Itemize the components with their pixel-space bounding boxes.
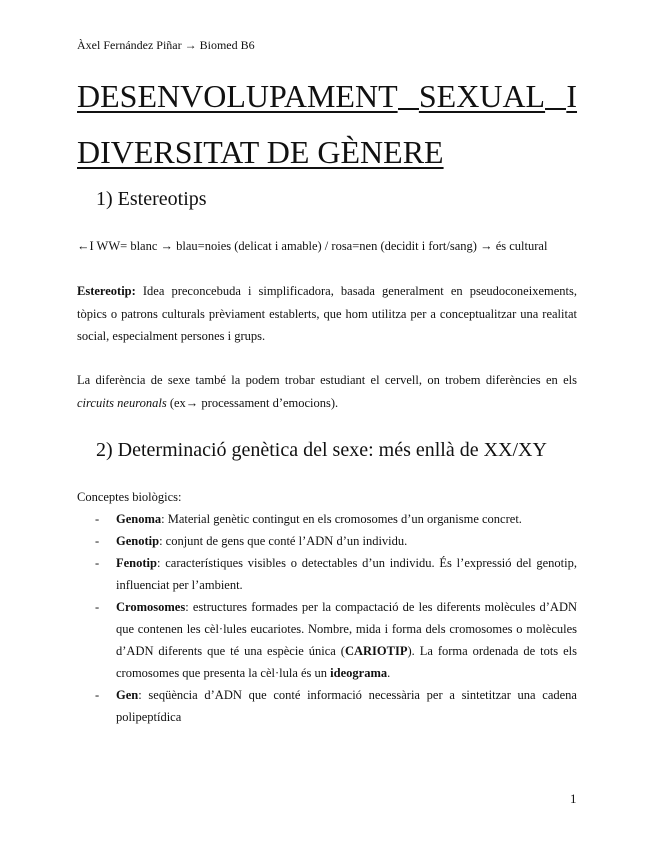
concept-text: : Material genètic contingut en els cromosomes d’un organisme concret. [161,512,522,526]
bullet-dash: - [95,556,100,570]
concept-term: Genotip [116,534,160,548]
concept-term: Gen [116,688,139,702]
list-item [77,684,577,728]
brain-text-end: (ex→ processament d’emocions). [166,395,339,410]
bullet-dash: - [95,534,100,548]
brain-text-italic: circuits neuronals [77,395,167,410]
list-item [77,530,577,552]
section-1-heading: 1) Estereotips [96,188,207,210]
section-2-heading: 2) Determinació genètica del sexe: més enllà de XX/XY [96,439,547,461]
title-underline-gap [398,108,419,110]
brain-text-start: La diferència de sexe també la podem trobar estudiant el cervell, on trobem diferències en els [77,373,577,387]
document-title-line-1 [77,80,577,112]
concept-term: Cromosomes [116,600,186,614]
bullet-dash: - [95,688,100,702]
concept-text: : conjunt de gens que conté l’ADN d’un individu. [159,534,408,548]
list-item [77,508,577,530]
list-item [77,552,577,596]
definition-text: Idea preconcebuda i simplificadora, basada generalment en pseudoconeixements, tòpics o patrons culturals prèviament establerts, que hom utilitza per a conceptualitzar una realitat social, especialment persones i grups. [77,284,577,343]
bullet-dash: - [95,600,100,614]
brain-paragraph [77,369,577,414]
definition-term: Estereotip: [77,284,136,298]
stereotype-summary: ←I WW= blanc → blau=noies (delicat i amable) / rosa=nen (decidit i fort/sang) → és cultural [77,239,548,253]
title-word-3: I [566,78,578,114]
concept-text: : característiques visibles o detectables d’un individu. És l’expressió del genotip, influenciat per l’ambient. [116,556,577,592]
list-item [77,596,577,684]
title-word-1: DESENVOLUPAMENT [77,78,398,114]
concepts-intro: Conceptes biològics: [77,490,182,504]
page-number: 1 [570,791,577,806]
concept-text: . [387,666,391,680]
concept-text: : seqüència d’ADN que conté informació necessària per a sintetitzar una cadena polipeptídica [116,688,577,724]
biological-concepts-list [77,508,577,728]
bullet-dash: - [95,512,100,526]
title-word-2: SEXUAL [418,78,546,114]
page-header: Àxel Fernández Piñar → Biomed B6 [77,38,255,52]
concept-text: : estructures formades per la compactació de les diferents molècules d’ADN que contenen les cèl·lules eucariotes. Nombre, mida i forma dels cromosomes o molècules d’ADN diferents que té una espècie única ( [116,600,577,658]
title-underline-gap [545,108,566,110]
concept-term: Fenotip [116,556,157,570]
karyotype-term: CARIOTIP [344,644,408,658]
concept-term: Genoma [116,512,162,526]
stereotype-definition [77,280,577,348]
document-title-line-2: DIVERSITAT DE GÈNERE [77,134,444,170]
ideogram-term: ideograma [330,666,388,680]
concept-text: ). La forma ordenada de tots els cromosomes que presenta la cèl·lula és un [116,644,577,680]
